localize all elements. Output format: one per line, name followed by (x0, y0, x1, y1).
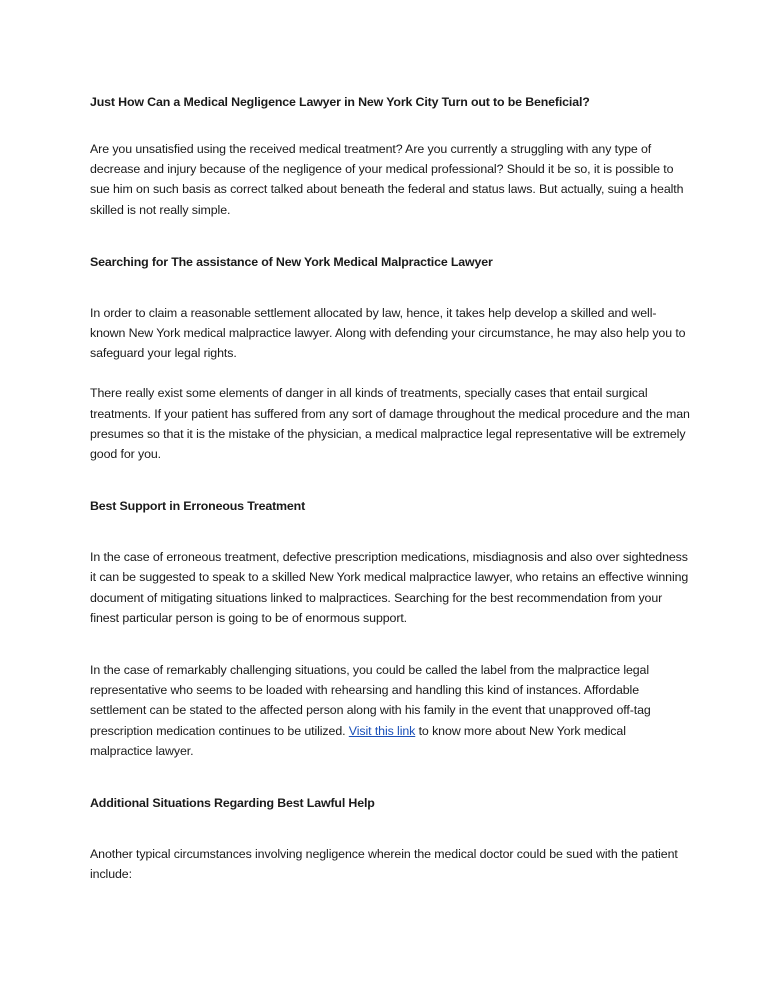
section-heading-additional: Additional Situations Regarding Best Lawful Help (90, 796, 375, 811)
document-title: Just How Can a Medical Negligence Lawyer in New York City Turn out to be Beneficial? (90, 95, 590, 109)
intro-paragraph: Are you unsatisfied using the received medical treatment? Are you currently a struggling with any type of decrease and injury because of the negligence of your medical professional? Should it be so, it is possible to sue him on such basis as correct talked about beneath the federal and status laws. But actually, suing a health skilled is not really simple. (90, 142, 684, 217)
section2-paragraph-2-text-after: to know more about New York medical malpractice lawyer. (90, 723, 626, 758)
section3-paragraph-1: Another typical circumstances involving negligence wherein the medical doctor could be sued with the patient include: (90, 847, 678, 882)
section2-paragraph-1: In the case of erroneous treatment, defective prescription medications, misdiagnosis and also over sightedness it can be suggested to speak to a skilled New York medical malpractice lawyer, who retains an effective winning document of mitigating situations linked to malpractices. Searching for the best recommendation from your finest particular person is going to be of enormous support. (90, 550, 689, 625)
document-body (90, 92, 690, 884)
section2-paragraph-2-text-before: In the case of remarkably challenging situations, you could be called the label from the malpractice legal representative who seems to be loaded with rehearsing and handling this kind of instances. Affordable settlement can be stated to the affected person along with his family in the event that unapproved off-tag prescription medication continues to be utilized. (90, 663, 651, 738)
visit-this-link[interactable]: Visit this link (348, 723, 416, 738)
section2-paragraph-2 (90, 660, 690, 761)
section-heading-best-support: Best Support in Erroneous Treatment (90, 499, 306, 514)
section-heading-searching: Searching for The assistance of New York Medical Malpractice Lawyer (90, 254, 493, 269)
section1-paragraph-2: There really exist some elements of danger in all kinds of treatments, specially cases that entail surgical treatments. If your patient has suffered from any sort of damage throughout the medical procedure and the man presumes so that it is the mistake of the physician, a medical malpractice legal representative will be extremely good for you. (90, 386, 690, 462)
section1-paragraph-1: In order to claim a reasonable settlement allocated by law, hence, it takes help develop a skilled and well-known New York medical malpractice lawyer. Along with defending your circumstance, he may also help you to safeguard your legal rights. (90, 305, 686, 361)
